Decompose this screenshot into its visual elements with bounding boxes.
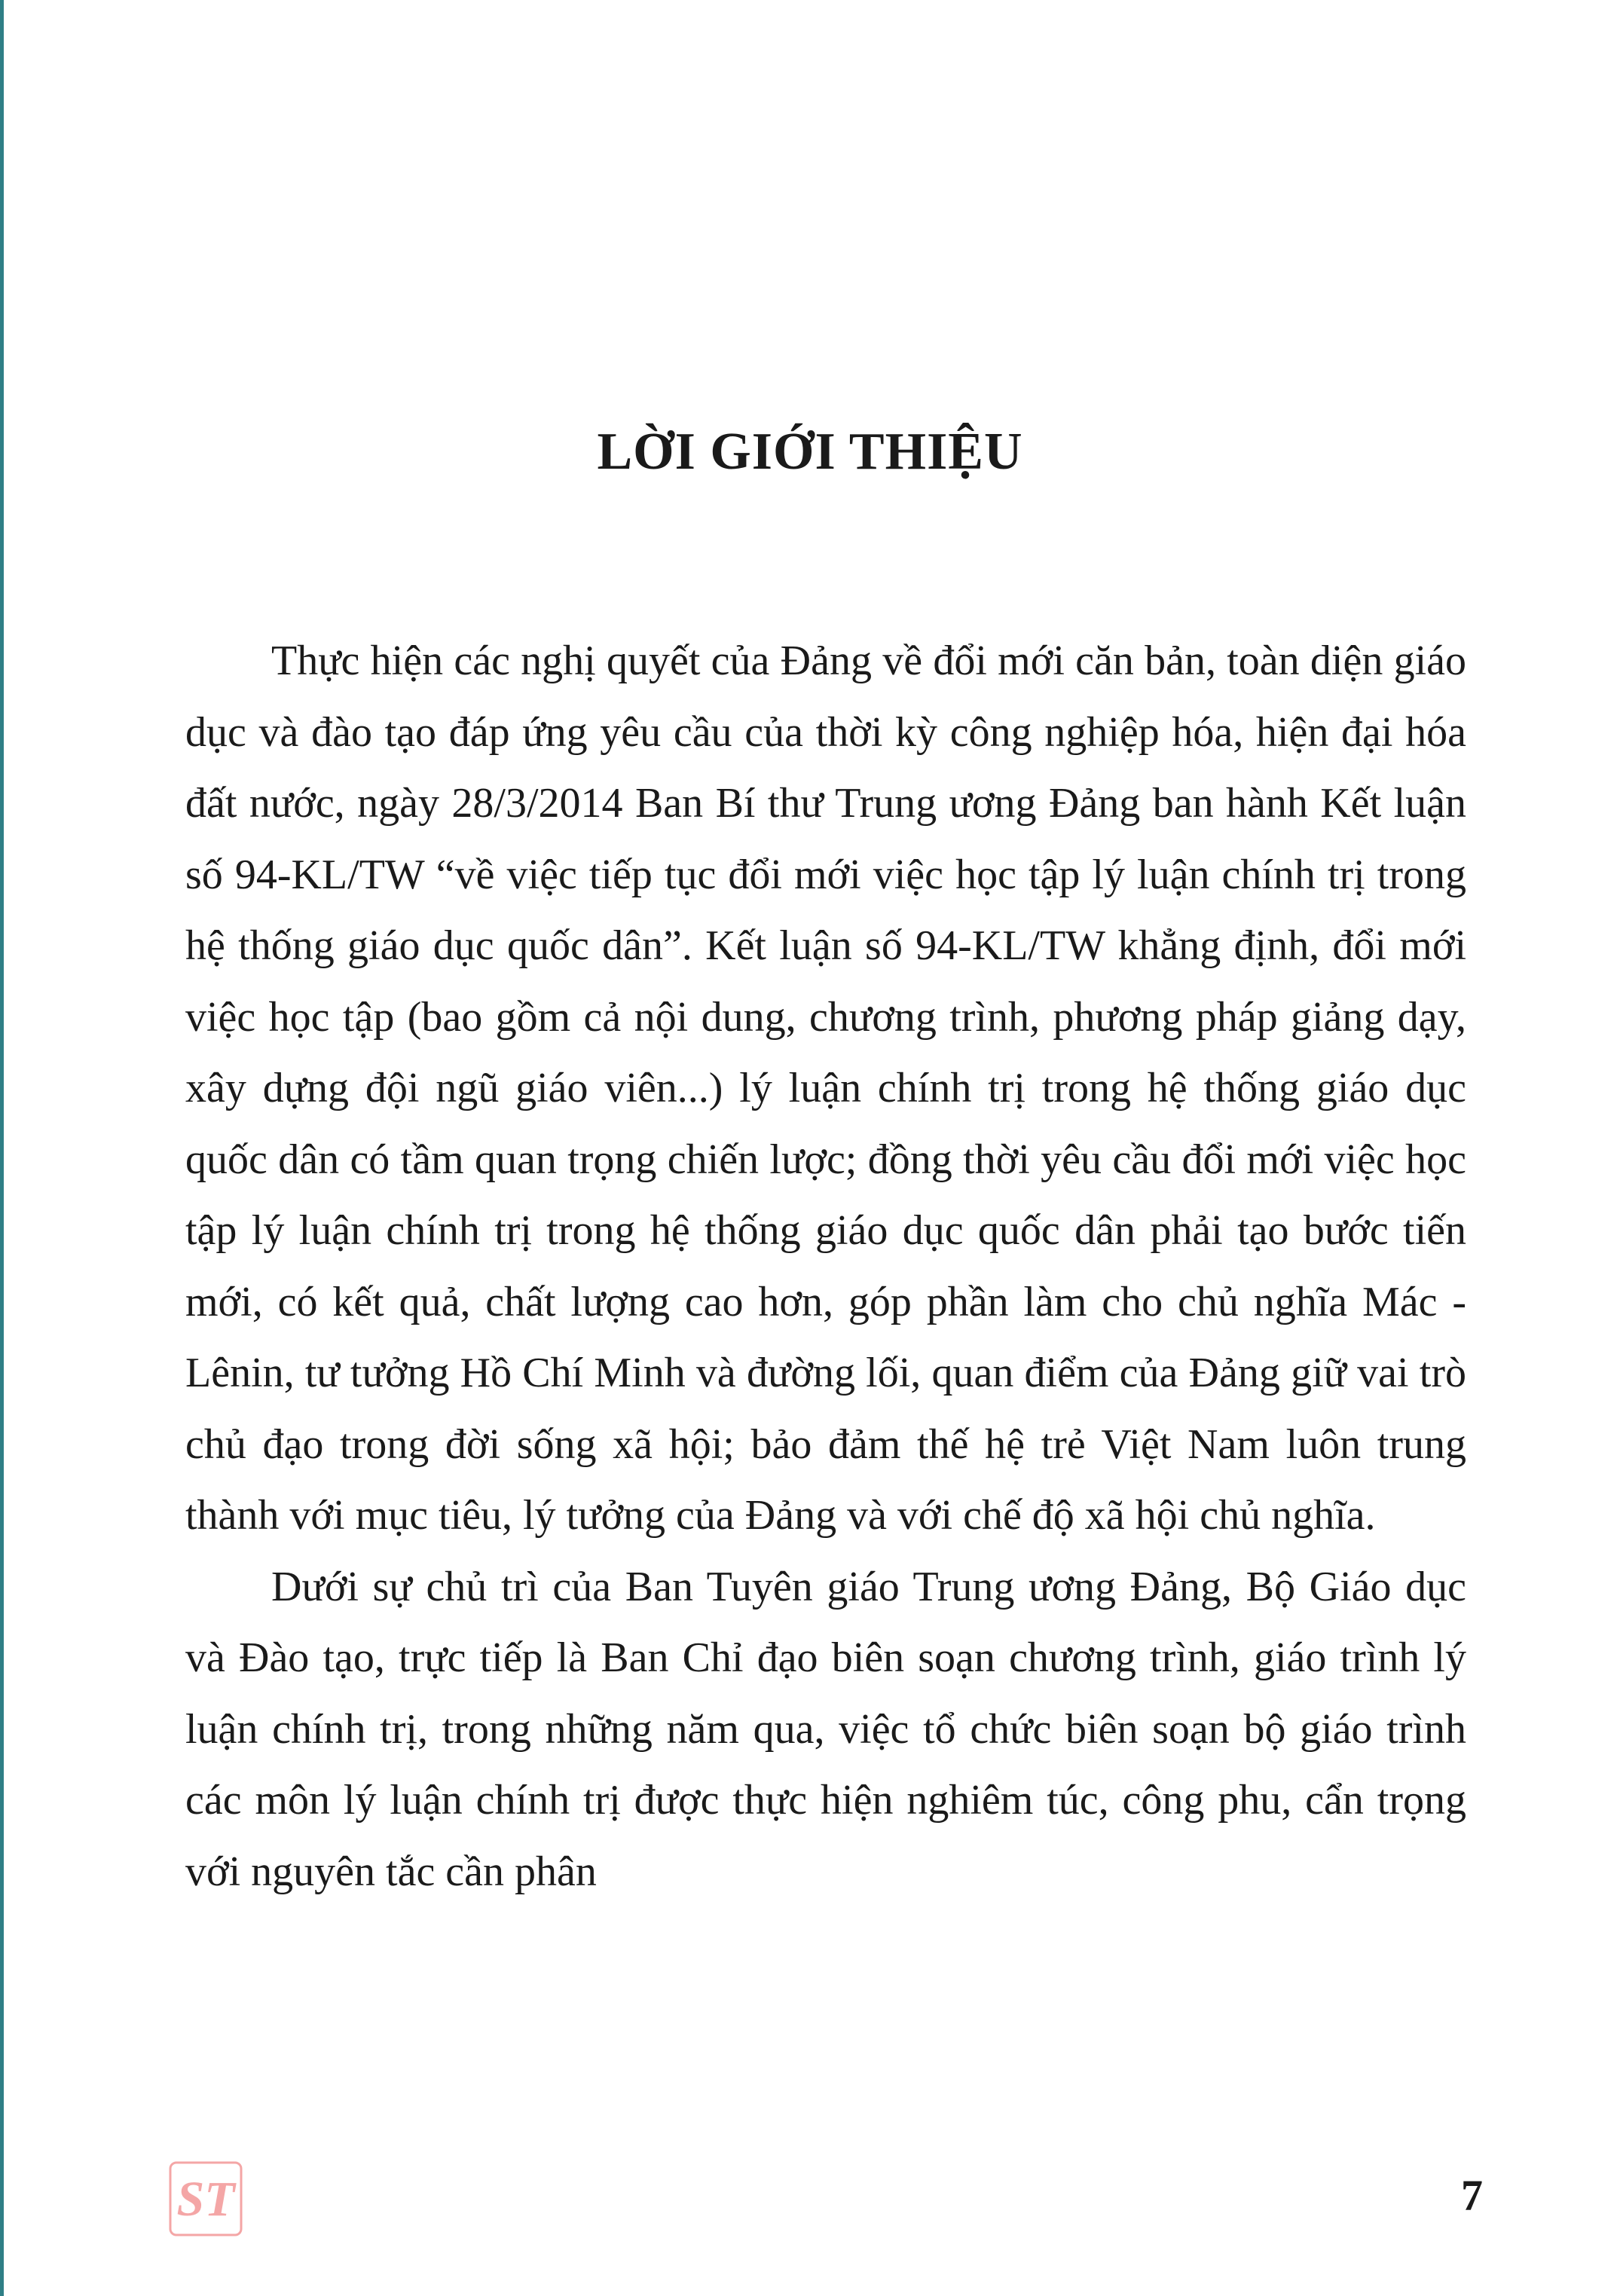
page-edge-bar	[0, 0, 4, 2296]
body-text	[185, 625, 1466, 1907]
page-title: LỜI GIỚI THIỆU	[597, 423, 1023, 481]
paragraph-2: Dưới sự chủ trì của Ban Tuyên giáo Trung ương Đảng, Bộ Giáo dục và Đào tạo, trực tiếp là Ban Chỉ đạo biên soạn chương trình, giáo trình lý luận chính trị, trong những năm qua, việc tổ chức biên soạn bộ giáo trình các môn lý luận chính trị được thực hiện nghiêm túc, công phu, cẩn trọng với nguyên tắc cần phân	[185, 1563, 1466, 1895]
paragraph-1: Thực hiện các nghị quyết của Đảng về đổi mới căn bản, toàn diện giáo dục và đào tạo đáp ứng yêu cầu của thời kỳ công nghiệp hóa, hiện đại hóa đất nước, ngày 28/3/2014 Ban Bí thư Trung ương Đảng ban hành Kết luận số 94-KL/TW “về việc tiếp tục đổi mới việc học tập lý luận chính trị trong hệ thống giáo dục quốc dân”. Kết luận số 94-KL/TW khẳng định, đổi mới việc học tập (bao gồm cả nội dung, chương trình, phương pháp giảng dạy, xây dựng đội ngũ giáo viên...) lý luận chính trị trong hệ thống giáo dục quốc dân có tầm quan trọng chiến lược; đồng thời yêu cầu đổi mới việc học tập lý luận chính trị trong hệ thống giáo dục quốc dân phải tạo bước tiến mới, có kết quả, chất lượng cao hơn, góp phần làm cho chủ nghĩa Mác - Lênin, tư tưởng Hồ Chí Minh và đường lối, quan điểm của Đảng giữ vai trò chủ đạo trong đời sống xã hội; bảo đảm thế hệ trẻ Việt Nam luôn trung thành với mục tiêu, lý tưởng của Đảng và với chế độ xã hội chủ nghĩa.	[185, 637, 1466, 1539]
publisher-logo-icon	[167, 2160, 244, 2238]
page-number: 7	[1461, 2171, 1483, 2220]
publisher-logo-text: ST	[176, 2172, 235, 2227]
